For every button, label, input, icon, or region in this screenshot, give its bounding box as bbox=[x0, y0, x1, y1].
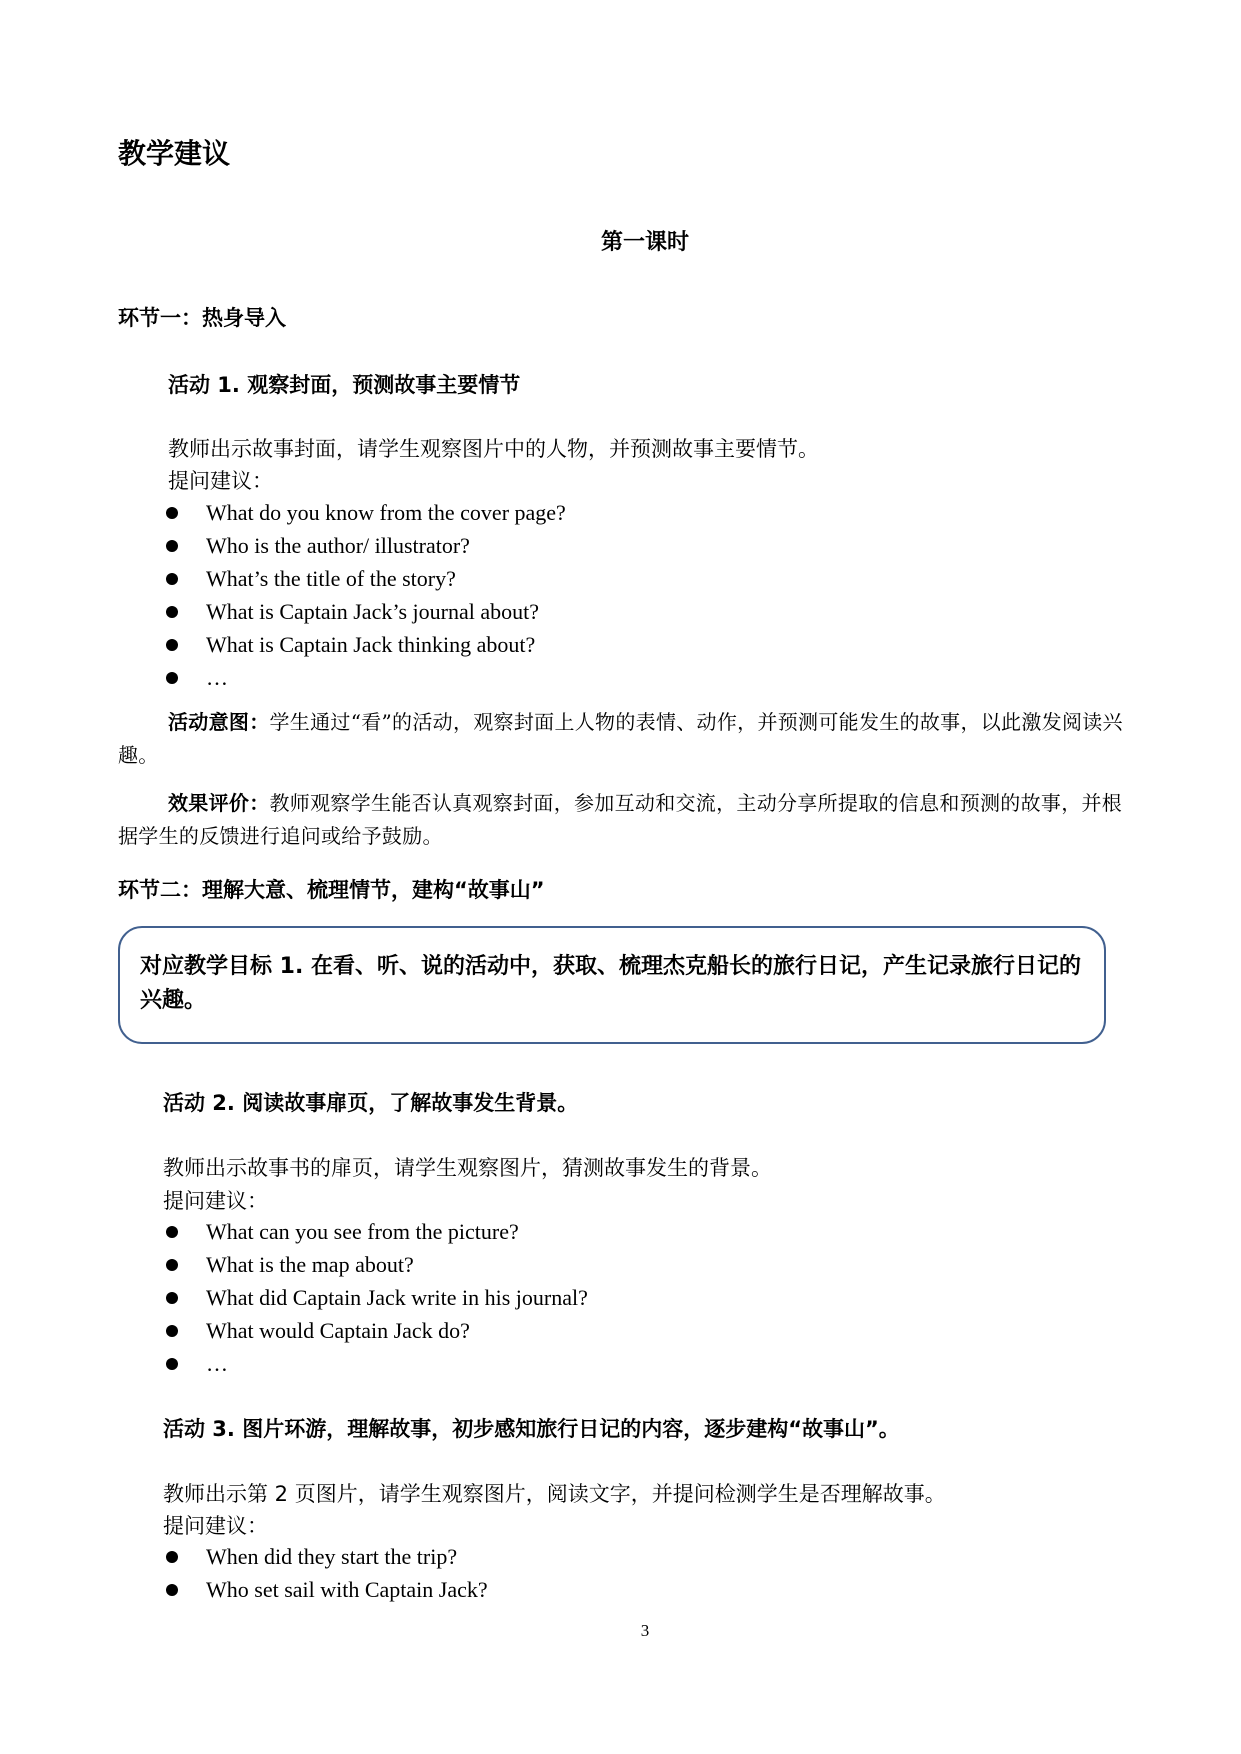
bullet-icon bbox=[166, 1292, 178, 1304]
list-item: What did Captain Jack write in his journal? bbox=[166, 1281, 866, 1314]
activity1-intent bbox=[118, 706, 1130, 772]
list-item: Who set sail with Captain Jack? bbox=[166, 1573, 866, 1606]
list-item: What is Captain Jack’s journal about? bbox=[166, 595, 866, 628]
bullet-icon bbox=[166, 639, 178, 651]
bullet-icon bbox=[166, 1358, 178, 1370]
activity3-questions-label: 提问建议： bbox=[163, 1514, 268, 1538]
bullet-icon bbox=[166, 1551, 178, 1563]
page-number: 3 bbox=[640, 1621, 650, 1640]
stage2-title: 环节二：理解大意、梳理情节，建构“故事山” bbox=[118, 878, 545, 902]
bullet-icon bbox=[166, 1226, 178, 1238]
evaluation-label: 效果评价： bbox=[168, 791, 270, 815]
activity2-question-list bbox=[166, 1215, 866, 1380]
bullet-icon bbox=[166, 1584, 178, 1596]
activity1-intro: 教师出示故事封面，请学生观察图片中的人物，并预测故事主要情节。 bbox=[168, 437, 819, 461]
bullet-icon bbox=[166, 1325, 178, 1337]
activity3-intro: 教师出示第 2 页图片，请学生观察图片，阅读文字，并提问检测学生是否理解故事。 bbox=[163, 1482, 946, 1506]
activity1-question-list bbox=[166, 496, 866, 694]
list-item: What would Captain Jack do? bbox=[166, 1314, 866, 1347]
bullet-icon bbox=[166, 606, 178, 618]
list-item: … bbox=[166, 1347, 866, 1380]
bullet-icon bbox=[166, 1259, 178, 1271]
intent-label: 活动意图： bbox=[168, 710, 270, 734]
list-item: What do you know from the cover page? bbox=[166, 496, 866, 529]
activity3-question-list bbox=[166, 1540, 866, 1606]
bullet-icon bbox=[166, 573, 178, 585]
teaching-goal-box bbox=[118, 926, 1106, 1044]
activity2-questions-label: 提问建议： bbox=[163, 1189, 268, 1213]
intent-text: 学生通过“看”的活动，观察封面上人物的表情、动作，并预测可能发生的故事，以此激发阅读兴趣。 bbox=[118, 710, 1123, 767]
lesson-title: 第一课时 bbox=[600, 230, 689, 255]
activity1-title: 活动 1. 观察封面，预测故事主要情节 bbox=[168, 373, 521, 397]
activity2-title: 活动 2. 阅读故事扉页，了解故事发生背景。 bbox=[163, 1091, 579, 1115]
activity2-intro: 教师出示故事书的扉页，请学生观察图片，猜测故事发生的背景。 bbox=[163, 1156, 772, 1180]
bullet-icon bbox=[166, 672, 178, 684]
bullet-icon bbox=[166, 540, 178, 552]
teaching-goal-text: 对应教学目标 1. 在看、听、说的活动中，获取、梳理杰克船长的旅行日记，产生记录旅行日记的兴趣。 bbox=[140, 954, 1081, 1013]
list-item: What’s the title of the story? bbox=[166, 562, 866, 595]
list-item: … bbox=[166, 661, 866, 694]
stage1-title: 环节一：热身导入 bbox=[118, 306, 286, 330]
section-title: 教学建议 bbox=[118, 137, 231, 170]
list-item: Who is the author/ illustrator? bbox=[166, 529, 866, 562]
activity1-evaluation bbox=[118, 787, 1130, 853]
list-item: What can you see from the picture? bbox=[166, 1215, 866, 1248]
activity1-questions-label: 提问建议： bbox=[168, 469, 273, 493]
evaluation-text: 教师观察学生能否认真观察封面，参加互动和交流，主动分享所提取的信息和预测的故事，并根据学生的反馈进行追问或给予鼓励。 bbox=[118, 791, 1123, 848]
list-item: When did they start the trip? bbox=[166, 1540, 866, 1573]
bullet-icon bbox=[166, 507, 178, 519]
list-item: What is Captain Jack thinking about? bbox=[166, 628, 866, 661]
list-item: What is the map about? bbox=[166, 1248, 866, 1281]
activity3-title: 活动 3. 图片环游，理解故事，初步感知旅行日记的内容，逐步建构“故事山”。 bbox=[163, 1417, 900, 1441]
